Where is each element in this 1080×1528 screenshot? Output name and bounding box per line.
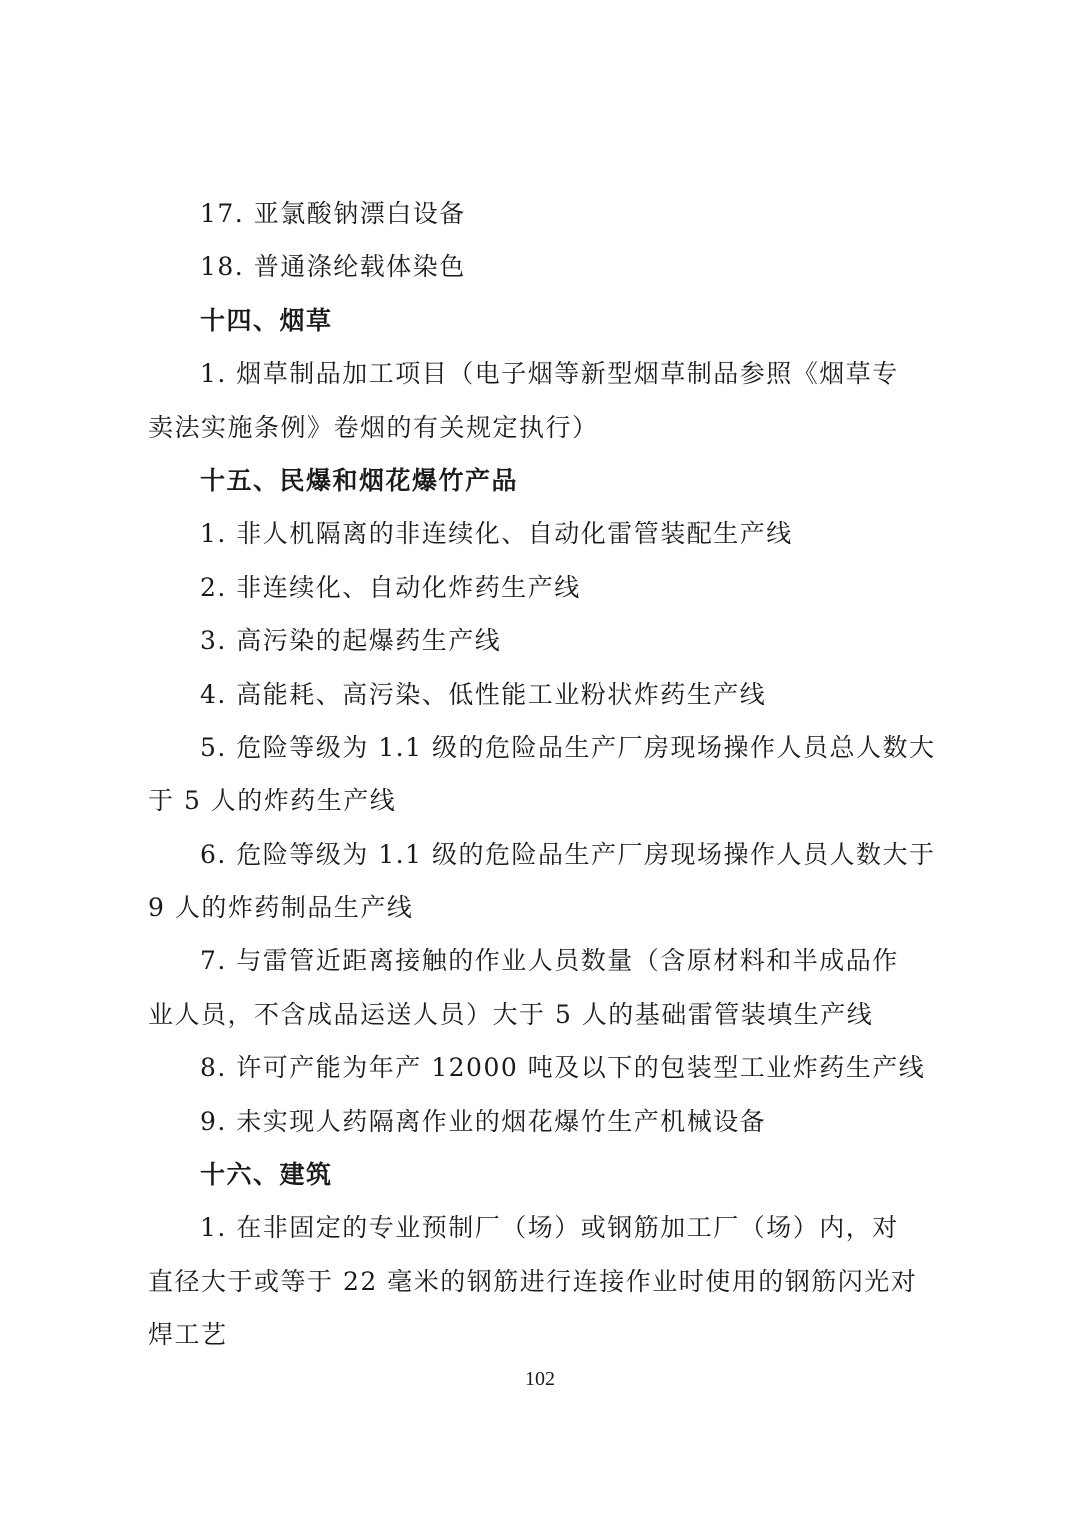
list-item: 7. 与雷管近距离接触的作业人员数量（含原材料和半成品作 xyxy=(200,946,899,976)
list-item: 3. 高污染的起爆药生产线 xyxy=(200,626,502,656)
list-item: 6. 危险等级为 1.1 级的危险品生产厂房现场操作人员人数大于 xyxy=(200,839,936,869)
list-item: 8. 许可产能为年产 12000 吨及以下的包装型工业炸药生产线 xyxy=(200,1053,926,1083)
list-item-continuation: 业人员，不含成品运送人员）大于 5 人的基础雷管装填生产线 xyxy=(148,999,874,1029)
list-item: 1. 在非固定的专业预制厂（场）或钢筋加工厂（场）内，对 xyxy=(200,1213,899,1243)
list-item: 2. 非连续化、自动化炸药生产线 xyxy=(200,572,581,602)
list-item-continuation: 卖法实施条例》卷烟的有关规定执行） xyxy=(148,412,599,442)
section-heading: 十四、烟草 xyxy=(200,305,333,335)
page-number: 102 xyxy=(525,1368,555,1390)
list-item: 5. 危险等级为 1.1 级的危险品生产厂房现场操作人员总人数大 xyxy=(200,732,936,762)
list-item: 1. 非人机隔离的非连续化、自动化雷管装配生产线 xyxy=(200,519,793,549)
list-item-continuation: 9 人的炸药制品生产线 xyxy=(148,893,414,923)
section-heading: 十五、民爆和烟花爆竹产品 xyxy=(200,465,519,495)
list-item-continuation: 于 5 人的炸药生产线 xyxy=(148,786,397,816)
list-item: 1. 烟草制品加工项目（电子烟等新型烟草制品参照《烟草专 xyxy=(200,359,899,389)
list-item: 18. 普通涤纶载体染色 xyxy=(200,252,466,282)
list-item: 4. 高能耗、高污染、低性能工业粉状炸药生产线 xyxy=(200,679,767,709)
list-item: 9. 未实现人药隔离作业的烟花爆竹生产机械设备 xyxy=(200,1106,767,1136)
list-item: 17. 亚氯酸钠漂白设备 xyxy=(200,199,466,228)
section-heading: 十六、建筑 xyxy=(200,1160,333,1190)
document-body xyxy=(148,187,938,1362)
list-item-continuation: 直径大于或等于 22 毫米的钢筋进行连接作业时使用的钢筋闪光对 xyxy=(148,1266,918,1296)
list-item-continuation: 焊工艺 xyxy=(148,1320,228,1350)
